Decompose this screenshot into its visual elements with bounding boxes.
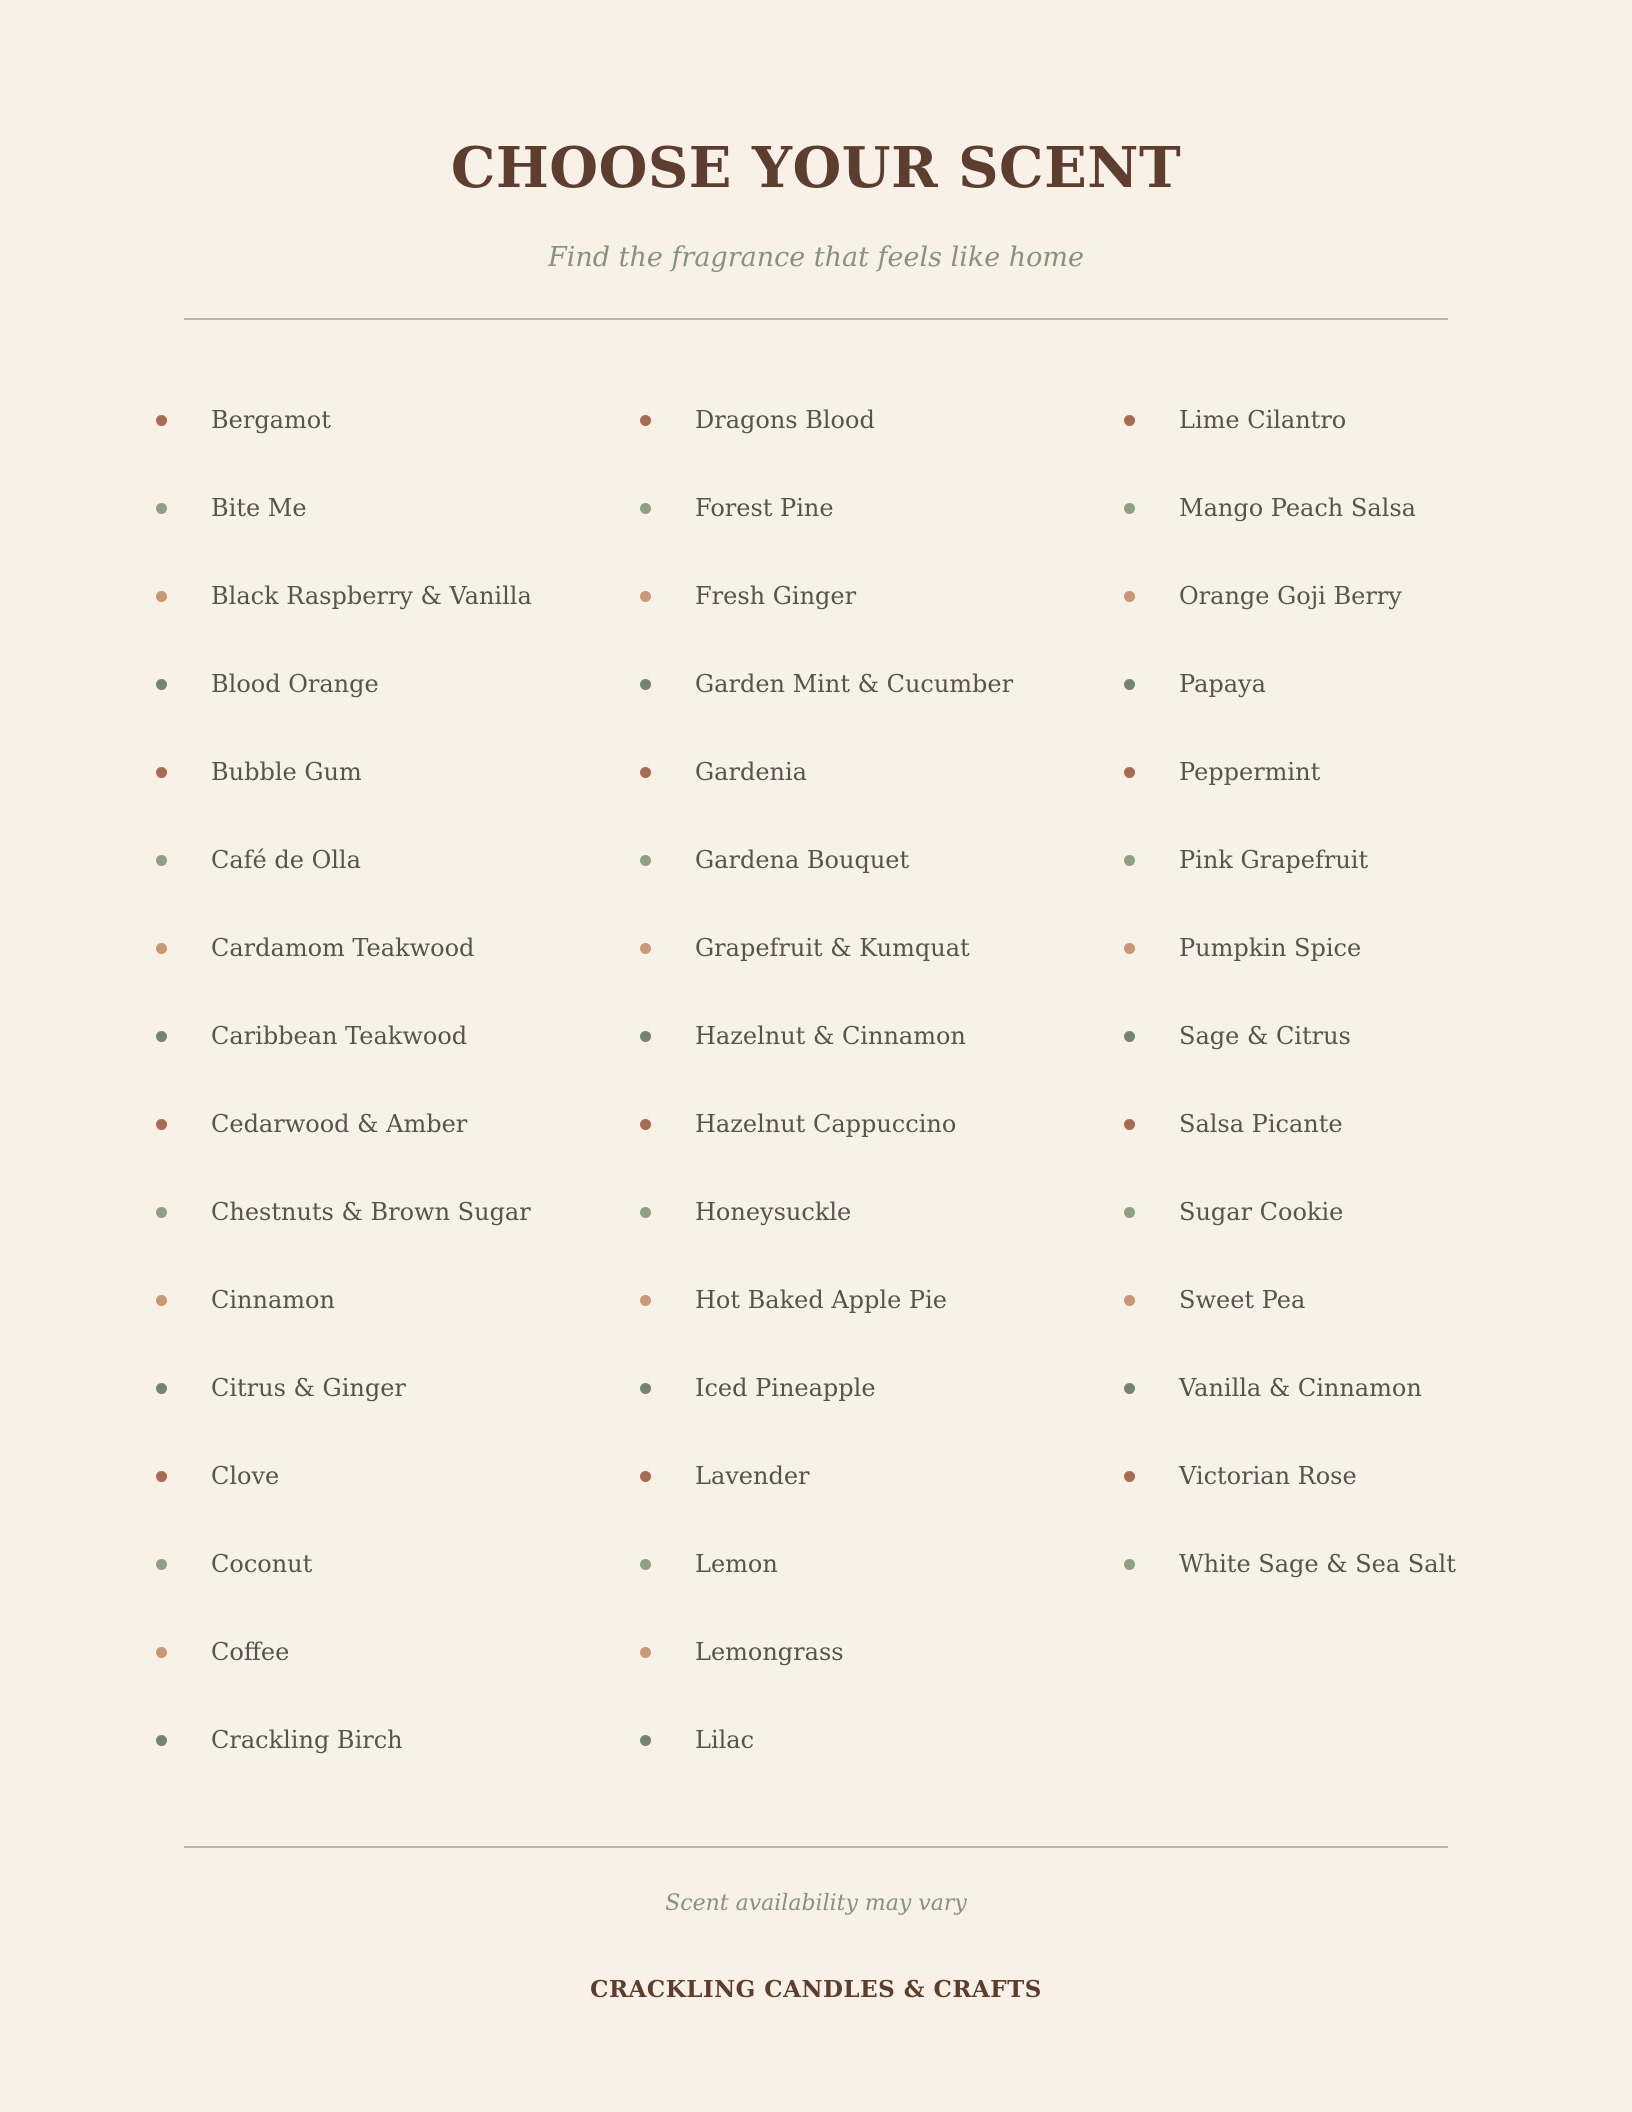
scent-label: Peppermint (1179, 758, 1321, 786)
scent-label: Bubble Gum (211, 758, 362, 786)
bullet-dot-icon (156, 1471, 167, 1482)
page-subtitle: Find the fragrance that feels like home (548, 242, 1084, 273)
bullet-dot-icon (1124, 855, 1135, 866)
bullet-dot-icon (156, 415, 167, 426)
page-title: CHOOSE YOUR SCENT (450, 135, 1182, 201)
bullet-dot-icon (156, 503, 167, 514)
bullet-dot-icon (640, 415, 651, 426)
bullet-dot-icon (1124, 1119, 1135, 1130)
bullet-dot-icon (1124, 1383, 1135, 1394)
bullet-dot-icon (1124, 767, 1135, 778)
bullet-dot-icon (156, 1383, 167, 1394)
scent-label: Lime Cilantro (1179, 406, 1347, 434)
bottom-divider (184, 1846, 1448, 1848)
bullet-dot-icon (640, 1735, 651, 1746)
scent-label: Honeysuckle (695, 1198, 852, 1226)
scent-list (0, 384, 1632, 1804)
scent-label: Iced Pineapple (695, 1374, 876, 1402)
scent-label: Bergamot (211, 406, 331, 434)
scent-label: Gardenia (695, 758, 807, 786)
bullet-dot-icon (640, 1031, 651, 1042)
availability-note: Scent availability may vary (665, 1891, 967, 1916)
bullet-dot-icon (640, 591, 651, 602)
scent-label: Sweet Pea (1179, 1286, 1306, 1314)
bullet-dot-icon (156, 1119, 167, 1130)
scent-label: Forest Pine (695, 494, 834, 522)
bullet-dot-icon (640, 943, 651, 954)
scent-label: Lemongrass (695, 1638, 844, 1666)
scent-label: Chestnuts & Brown Sugar (211, 1198, 531, 1226)
scent-label: Hot Baked Apple Pie (695, 1286, 947, 1314)
scent-label: Black Raspberry & Vanilla (211, 582, 532, 610)
scent-label: Sugar Cookie (1179, 1198, 1344, 1226)
scent-label: Blood Orange (211, 670, 379, 698)
scent-label: Gardena Bouquet (695, 846, 910, 874)
bullet-dot-icon (156, 855, 167, 866)
bullet-dot-icon (640, 1559, 651, 1570)
scent-label: Pink Grapefruit (1179, 846, 1369, 874)
scent-label: Clove (211, 1462, 280, 1490)
bullet-dot-icon (156, 1735, 167, 1746)
scent-label: Papaya (1179, 670, 1266, 698)
bullet-dot-icon (156, 1207, 167, 1218)
scent-label: Crackling Birch (211, 1726, 403, 1754)
bullet-dot-icon (156, 679, 167, 690)
bullet-dot-icon (156, 1559, 167, 1570)
scent-label: Cinnamon (211, 1286, 335, 1314)
bullet-dot-icon (156, 591, 167, 602)
scent-label: Pumpkin Spice (1179, 934, 1362, 962)
brand-name: CRACKLING CANDLES & CRAFTS (590, 1976, 1042, 2003)
bullet-dot-icon (1124, 415, 1135, 426)
bullet-dot-icon (1124, 1471, 1135, 1482)
scent-label: Citrus & Ginger (211, 1374, 406, 1402)
scent-label: Garden Mint & Cucumber (695, 670, 1014, 698)
bullet-dot-icon (1124, 679, 1135, 690)
scent-label: Vanilla & Cinnamon (1179, 1374, 1422, 1402)
bullet-dot-icon (1124, 1295, 1135, 1306)
scent-label: Lemon (695, 1550, 778, 1578)
scent-label: Coconut (211, 1550, 313, 1578)
bullet-dot-icon (640, 1119, 651, 1130)
scent-label: Victorian Rose (1179, 1462, 1357, 1490)
scent-label: Caribbean Teakwood (211, 1022, 468, 1050)
scent-label: Hazelnut Cappuccino (695, 1110, 957, 1138)
scent-label: Grapefruit & Kumquat (695, 934, 970, 962)
scent-label: Cardamom Teakwood (211, 934, 475, 962)
scent-label: Mango Peach Salsa (1179, 494, 1416, 522)
bullet-dot-icon (156, 767, 167, 778)
scent-label: White Sage & Sea Salt (1179, 1550, 1456, 1578)
bullet-dot-icon (1124, 503, 1135, 514)
bullet-dot-icon (1124, 591, 1135, 602)
bullet-dot-icon (640, 1471, 651, 1482)
bullet-dot-icon (640, 1207, 651, 1218)
scent-label: Orange Goji Berry (1179, 582, 1402, 610)
bullet-dot-icon (640, 1295, 651, 1306)
scent-label: Cedarwood & Amber (211, 1110, 468, 1138)
bullet-dot-icon (156, 1295, 167, 1306)
scent-label: Lavender (695, 1462, 810, 1490)
bullet-dot-icon (1124, 1207, 1135, 1218)
scent-label: Fresh Ginger (695, 582, 857, 610)
scent-label: Coffee (211, 1638, 290, 1666)
bullet-dot-icon (156, 943, 167, 954)
scent-label: Bite Me (211, 494, 307, 522)
bullet-dot-icon (640, 1647, 651, 1658)
bullet-dot-icon (1124, 1559, 1135, 1570)
bullet-dot-icon (156, 1031, 167, 1042)
scent-label: Dragons Blood (695, 406, 875, 434)
top-divider (184, 318, 1448, 320)
scent-label: Hazelnut & Cinnamon (695, 1022, 966, 1050)
bullet-dot-icon (1124, 1031, 1135, 1042)
bullet-dot-icon (640, 855, 651, 866)
bullet-dot-icon (640, 679, 651, 690)
bullet-dot-icon (156, 1647, 167, 1658)
scent-label: Lilac (695, 1726, 755, 1754)
bullet-dot-icon (1124, 943, 1135, 954)
bullet-dot-icon (640, 767, 651, 778)
scent-label: Café de Olla (211, 846, 361, 874)
bullet-dot-icon (640, 1383, 651, 1394)
scent-label: Salsa Picante (1179, 1110, 1343, 1138)
bullet-dot-icon (640, 503, 651, 514)
scent-label: Sage & Citrus (1179, 1022, 1351, 1050)
